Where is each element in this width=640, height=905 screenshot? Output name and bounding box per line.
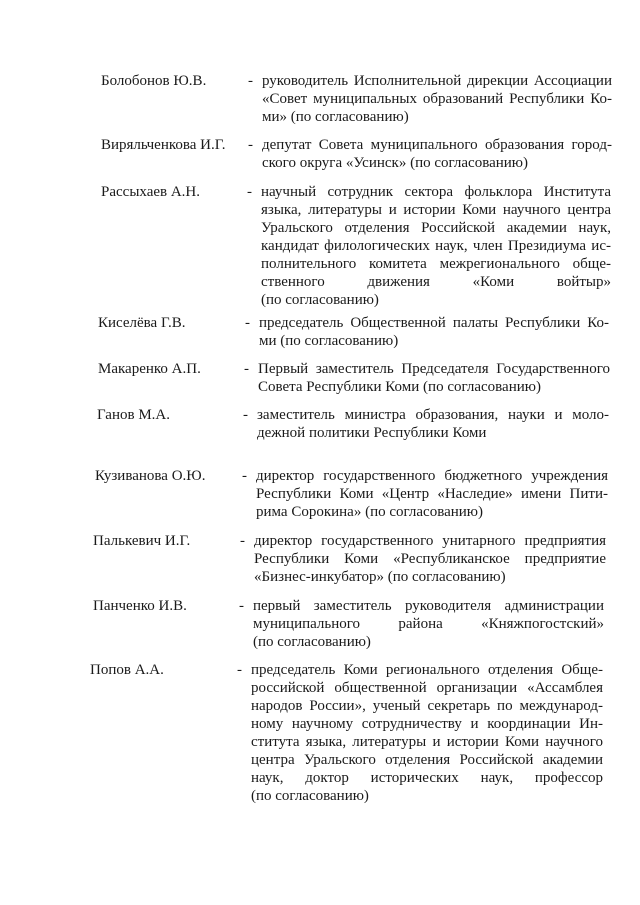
member-dash: -: [247, 184, 252, 200]
description-line: (по согласованию): [253, 634, 371, 650]
description-line: кандидат филологических наук, член Президиума ис-: [261, 238, 611, 254]
member-name: Киселёва Г.В.: [98, 315, 186, 331]
member-dash: -: [242, 468, 247, 484]
description-line: директор государственного унитарного предприятия: [254, 533, 606, 549]
member-description: [254, 532, 606, 586]
member-dash: -: [240, 533, 245, 549]
member-name: Рассыхаев А.Н.: [101, 184, 201, 200]
description-line: муниципального района «Княжпогостский»: [253, 616, 604, 632]
description-line: депутат Совета муниципального образования город-: [262, 137, 612, 153]
member-name: Кузиванова О.Ю.: [95, 468, 206, 484]
member-name: Панченко И.В.: [93, 598, 187, 614]
member-name: Ганов М.А.: [97, 407, 170, 423]
description-line: «Совет муниципальных образований Республики Ко-: [262, 91, 612, 107]
description-line: Республики Коми «Центр «Наследие» имени Пити-: [256, 486, 608, 502]
member-description: [253, 597, 604, 651]
member-description: [257, 406, 609, 442]
description-line: председатель Коми регионального отделения Обще-: [251, 662, 603, 678]
description-line: Первый заместитель Председателя Государственного: [258, 361, 610, 377]
member-name: Виряльченкова И.Г.: [101, 137, 226, 153]
member-description: [251, 661, 603, 805]
member-description: [262, 72, 612, 126]
description-line: ститута языка, литературы и истории Коми научного: [251, 734, 603, 750]
description-line: ственного движения «Коми войтыр»: [261, 274, 611, 290]
member-dash: -: [245, 315, 250, 331]
description-line: ского округа «Усинск» (по согласованию): [262, 155, 529, 171]
member-dash: -: [244, 361, 249, 377]
description-line: руководитель Исполнительной дирекции Ассоциации: [262, 73, 612, 89]
member-name: Попов А.А.: [90, 662, 164, 678]
description-line: дежной политики Республики Коми: [257, 425, 487, 441]
description-line: ми (по согласованию): [259, 333, 399, 349]
description-line: центра Уральского отделения Российской академии: [251, 752, 603, 768]
member-dash: -: [243, 407, 248, 423]
description-line: первый заместитель руководителя администрации: [253, 598, 604, 614]
member-description: [259, 314, 609, 350]
description-line: (по согласованию): [251, 788, 369, 804]
member-dash: -: [239, 598, 244, 614]
description-line: ному научному сотрудничеству и координации Ин-: [251, 716, 603, 732]
description-line: «Бизнес-инкубатор» (по согласованию): [254, 569, 506, 585]
description-line: языка, литературы и истории Коми научного центра: [261, 202, 611, 218]
description-line: (по согласованию): [261, 292, 379, 308]
member-dash: -: [237, 662, 242, 678]
member-description: [262, 136, 612, 172]
description-line: Совета Республики Коми (по согласованию): [258, 379, 541, 395]
description-line: российской общественной организации «Ассамблея: [251, 680, 603, 696]
description-line: председатель Общественной палаты Республики Ко-: [259, 315, 609, 331]
description-line: Республики Коми «Республиканское предприятие: [254, 551, 606, 567]
member-description: [261, 183, 611, 309]
description-line: народов России», ученый секретарь по международ-: [251, 698, 603, 714]
description-line: наук, доктор исторических наук, профессор: [251, 770, 603, 786]
member-description: [256, 467, 608, 521]
description-line: Уральского отделения Российской академии наук,: [261, 220, 611, 236]
member-description: [258, 360, 610, 396]
description-line: научный сотрудник сектора фольклора Института: [261, 184, 611, 200]
member-name: Болобонов Ю.В.: [101, 73, 207, 89]
description-line: рима Сорокина» (по согласованию): [256, 504, 483, 520]
member-name: Палькевич И.Г.: [93, 533, 191, 549]
description-line: директор государственного бюджетного учреждения: [256, 468, 608, 484]
member-dash: -: [248, 137, 253, 153]
description-line: ми» (по согласованию): [262, 109, 409, 125]
description-line: полнительного комитета межрегионального обще-: [261, 256, 611, 272]
description-line: заместитель министра образования, науки и моло-: [257, 407, 609, 423]
member-dash: -: [248, 73, 253, 89]
member-name: Макаренко А.П.: [98, 361, 201, 377]
